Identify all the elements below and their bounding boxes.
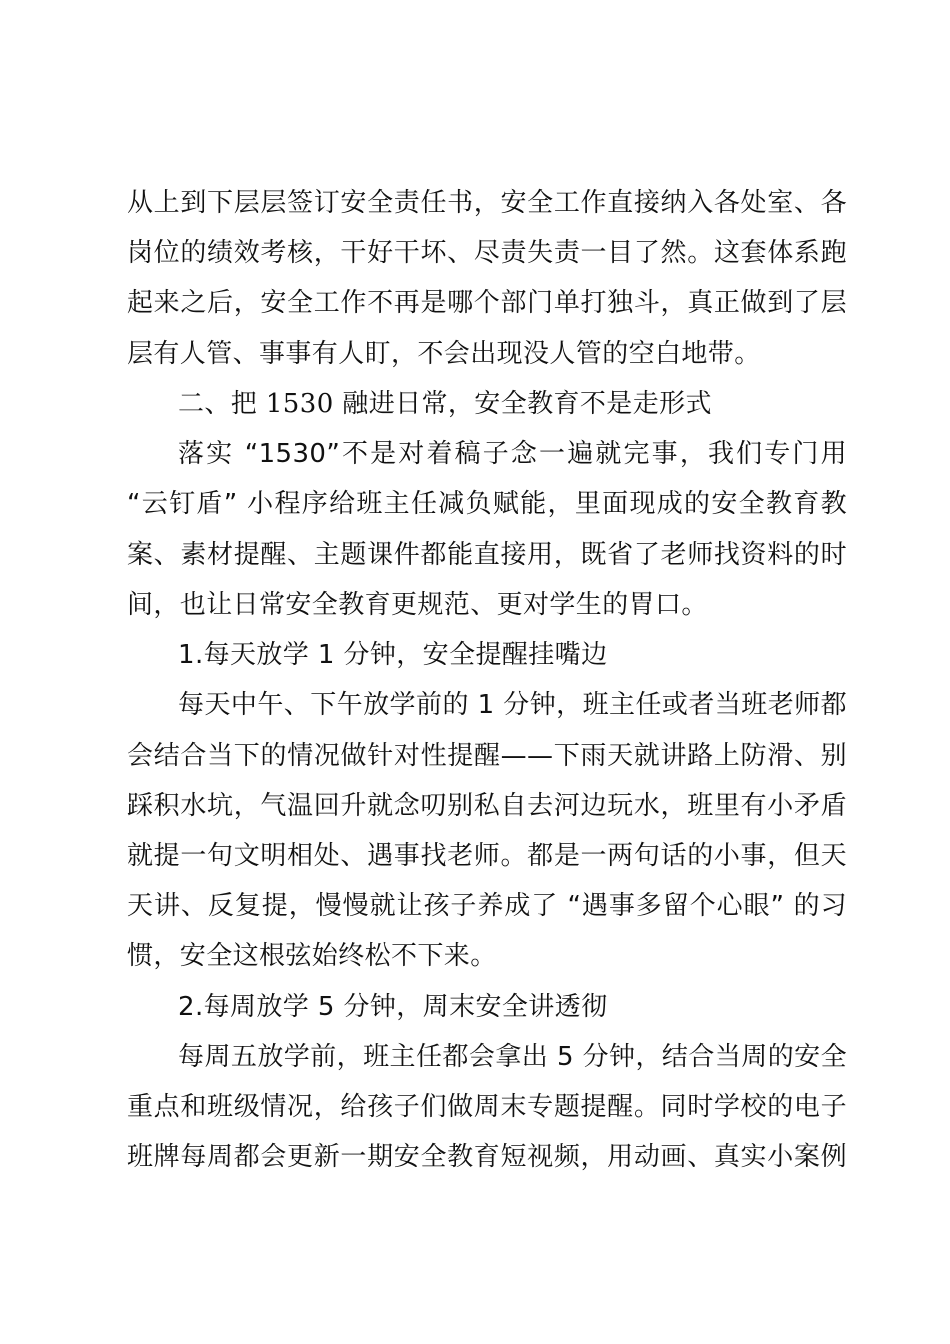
paragraph-line: “云钉盾” 小程序给班主任减负赋能，里面现成的安全教育教 <box>127 489 847 519</box>
paragraph-line: 会结合当下的情况做针对性提醒——下雨天就讲路上防滑、别 <box>127 741 847 771</box>
subsection-heading: 1.每天放学 1 分钟，安全提醒挂嘴边 <box>178 640 608 670</box>
paragraph-line: 层有人管、事事有人盯，不会出现没人管的空白地带。 <box>127 339 761 369</box>
paragraph-line: 案、素材提醒、主题课件都能直接用，既省了老师找资料的时 <box>127 540 847 570</box>
paragraph-line: 天讲、反复提，慢慢就让孩子养成了 “遇事多留个心眼” 的习 <box>127 891 847 921</box>
paragraph-line: 每天中午、下午放学前的 1 分钟，班主任或者当班老师都 <box>178 690 847 720</box>
paragraph-line: 起来之后，安全工作不再是哪个部门单打独斗，真正做到了层 <box>127 288 847 318</box>
paragraph-line: 重点和班级情况，给孩子们做周末专题提醒。同时学校的电子 <box>127 1092 847 1122</box>
paragraph-line: 踩积水坑，气温回升就念叨别私自去河边玩水，班里有小矛盾 <box>127 791 847 821</box>
paragraph-line: 就提一句文明相处、遇事找老师。都是一两句话的小事，但天 <box>127 841 847 871</box>
paragraph-line: 落实 “1530”不是对着稿子念一遍就完事，我们专门用 <box>178 439 847 469</box>
paragraph-line: 惯，安全这根弦始终松不下来。 <box>127 941 497 971</box>
paragraph-line: 间，也让日常安全教育更规范、更对学生的胃口。 <box>127 590 708 620</box>
paragraph-line: 班牌每周都会更新一期安全教育短视频，用动画、真实小案例 <box>127 1142 847 1172</box>
paragraph-line: 从上到下层层签订安全责任书，安全工作直接纳入各处室、各 <box>127 188 847 218</box>
paragraph-line: 每周五放学前，班主任都会拿出 5 分钟，结合当周的安全 <box>178 1042 847 1072</box>
subsection-heading: 2.每周放学 5 分钟，周末安全讲透彻 <box>178 992 608 1022</box>
paragraph-line: 岗位的绩效考核，干好干坏、尽责失责一目了然。这套体系跑 <box>127 238 847 268</box>
section-heading: 二、把 1530 融进日常，安全教育不是走形式 <box>178 389 712 419</box>
